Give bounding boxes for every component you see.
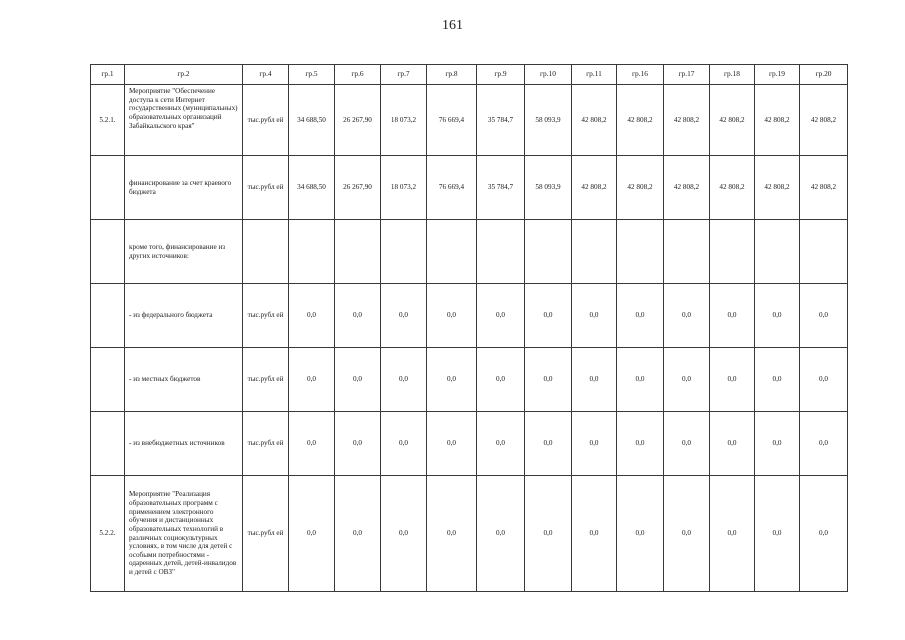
value-cell: 0,0 — [710, 284, 755, 348]
value-cell: 0,0 — [572, 412, 617, 476]
value-cell: 0,0 — [617, 412, 664, 476]
value-cell: 0,0 — [710, 412, 755, 476]
row-unit: тыс.рубл ей — [243, 476, 289, 592]
row-unit: тыс.рубл ей — [243, 156, 289, 220]
column-header: гр.1 — [91, 65, 125, 85]
row-code — [91, 348, 125, 412]
value-cell: 0,0 — [800, 284, 848, 348]
value-cell — [525, 220, 572, 284]
row-code — [91, 220, 125, 284]
value-cell: 0,0 — [289, 284, 335, 348]
value-cell: 76 669,4 — [427, 85, 477, 156]
value-cell: 0,0 — [755, 348, 800, 412]
row-unit: тыс.рубл ей — [243, 284, 289, 348]
value-cell: 0,0 — [664, 476, 710, 592]
row-name: - из внебюджетных источников — [125, 412, 243, 476]
value-cell: 0,0 — [335, 348, 381, 412]
value-cell: 0,0 — [477, 284, 525, 348]
value-cell — [289, 220, 335, 284]
row-name: Мероприятие "Реализация образовательных программ с применением электронного обучения и дистанционных образовательных технологий в различных социокультурных условиях, в том числе для детей с особыми потребностями - одаренных детей, детей-инвалидов и детей с ОВЗ" — [125, 476, 243, 592]
column-header: гр.18 — [710, 65, 755, 85]
value-cell: 0,0 — [335, 476, 381, 592]
value-cell: 0,0 — [381, 284, 427, 348]
value-cell: 42 808,2 — [617, 85, 664, 156]
table-row — [91, 85, 848, 156]
table-row — [91, 412, 848, 476]
value-cell: 0,0 — [617, 476, 664, 592]
row-name: кроме того, финансирование из других источников: — [125, 220, 243, 284]
value-cell: 0,0 — [572, 348, 617, 412]
value-cell: 42 808,2 — [617, 156, 664, 220]
row-code — [91, 412, 125, 476]
value-cell: 42 808,2 — [755, 156, 800, 220]
value-cell: 0,0 — [572, 284, 617, 348]
value-cell: 0,0 — [289, 412, 335, 476]
value-cell: 35 784,7 — [477, 85, 525, 156]
value-cell: 0,0 — [427, 476, 477, 592]
row-name: финансирование за счет краевого бюджета — [125, 156, 243, 220]
value-cell — [710, 220, 755, 284]
row-name: Мероприятие "Обеспечение доступа к сети Интернет государственных (муниципальных) образовательных организаций Забайкальского края" — [125, 85, 243, 156]
value-cell: 0,0 — [381, 348, 427, 412]
column-header: гр.9 — [477, 65, 525, 85]
value-cell: 0,0 — [477, 412, 525, 476]
value-cell — [755, 220, 800, 284]
row-name: - из местных бюджетов — [125, 348, 243, 412]
value-cell: 58 093,9 — [525, 85, 572, 156]
value-cell: 42 808,2 — [800, 85, 848, 156]
value-cell: 42 808,2 — [710, 85, 755, 156]
value-cell: 0,0 — [427, 284, 477, 348]
value-cell: 0,0 — [617, 348, 664, 412]
column-header: гр.10 — [525, 65, 572, 85]
value-cell: 26 267,90 — [335, 156, 381, 220]
row-unit: тыс.рубл ей — [243, 412, 289, 476]
column-header: гр.5 — [289, 65, 335, 85]
table-row — [91, 476, 848, 592]
column-header: гр.7 — [381, 65, 427, 85]
page-number: 161 — [442, 18, 463, 33]
value-cell: 0,0 — [800, 348, 848, 412]
table-row — [91, 284, 848, 348]
value-cell: 0,0 — [335, 284, 381, 348]
value-cell — [617, 220, 664, 284]
value-cell: 0,0 — [427, 348, 477, 412]
value-cell: 0,0 — [525, 284, 572, 348]
value-cell: 42 808,2 — [755, 85, 800, 156]
header-row — [91, 65, 848, 85]
row-unit: тыс.рубл ей — [243, 348, 289, 412]
column-header: гр.16 — [617, 65, 664, 85]
value-cell: 0,0 — [381, 476, 427, 592]
value-cell: 0,0 — [289, 348, 335, 412]
value-cell: 42 808,2 — [800, 156, 848, 220]
value-cell: 0,0 — [755, 284, 800, 348]
row-code: 5.2.2. — [91, 476, 125, 592]
column-header: гр.20 — [800, 65, 848, 85]
value-cell: 26 267,90 — [335, 85, 381, 156]
value-cell — [477, 220, 525, 284]
table-row — [91, 348, 848, 412]
value-cell — [800, 220, 848, 284]
value-cell: 0,0 — [617, 284, 664, 348]
column-header: гр.19 — [755, 65, 800, 85]
column-header: гр.4 — [243, 65, 289, 85]
row-unit — [243, 220, 289, 284]
value-cell: 42 808,2 — [664, 156, 710, 220]
row-code — [91, 156, 125, 220]
value-cell: 0,0 — [572, 476, 617, 592]
value-cell: 0,0 — [664, 348, 710, 412]
value-cell: 42 808,2 — [572, 156, 617, 220]
column-header: гр.11 — [572, 65, 617, 85]
value-cell: 0,0 — [289, 476, 335, 592]
row-code: 5.2.1. — [91, 85, 125, 156]
value-cell — [381, 220, 427, 284]
value-cell: 0,0 — [525, 412, 572, 476]
budget-table — [90, 64, 848, 592]
value-cell: 42 808,2 — [664, 85, 710, 156]
column-header: гр.8 — [427, 65, 477, 85]
value-cell: 0,0 — [755, 412, 800, 476]
value-cell: 0,0 — [335, 412, 381, 476]
column-header: гр.6 — [335, 65, 381, 85]
value-cell: 76 669,4 — [427, 156, 477, 220]
value-cell: 0,0 — [381, 412, 427, 476]
row-name: - из федерального бюджета — [125, 284, 243, 348]
value-cell — [664, 220, 710, 284]
value-cell: 0,0 — [427, 412, 477, 476]
value-cell: 0,0 — [664, 284, 710, 348]
value-cell: 42 808,2 — [710, 156, 755, 220]
value-cell: 0,0 — [710, 348, 755, 412]
column-header: гр.2 — [125, 65, 243, 85]
row-code — [91, 284, 125, 348]
value-cell: 0,0 — [800, 476, 848, 592]
value-cell — [572, 220, 617, 284]
value-cell: 18 073,2 — [381, 85, 427, 156]
value-cell: 42 808,2 — [572, 85, 617, 156]
value-cell — [335, 220, 381, 284]
value-cell: 34 688,50 — [289, 156, 335, 220]
table-row — [91, 156, 848, 220]
value-cell: 0,0 — [525, 348, 572, 412]
value-cell: 0,0 — [525, 476, 572, 592]
value-cell: 0,0 — [755, 476, 800, 592]
value-cell: 0,0 — [800, 412, 848, 476]
value-cell: 18 073,2 — [381, 156, 427, 220]
value-cell — [427, 220, 477, 284]
value-cell: 0,0 — [477, 348, 525, 412]
value-cell: 0,0 — [710, 476, 755, 592]
column-header: гр.17 — [664, 65, 710, 85]
row-unit: тыс.рубл ей — [243, 85, 289, 156]
value-cell: 0,0 — [477, 476, 525, 592]
value-cell: 58 093,9 — [525, 156, 572, 220]
value-cell: 0,0 — [664, 412, 710, 476]
value-cell: 35 784,7 — [477, 156, 525, 220]
table-row — [91, 220, 848, 284]
value-cell: 34 688,50 — [289, 85, 335, 156]
